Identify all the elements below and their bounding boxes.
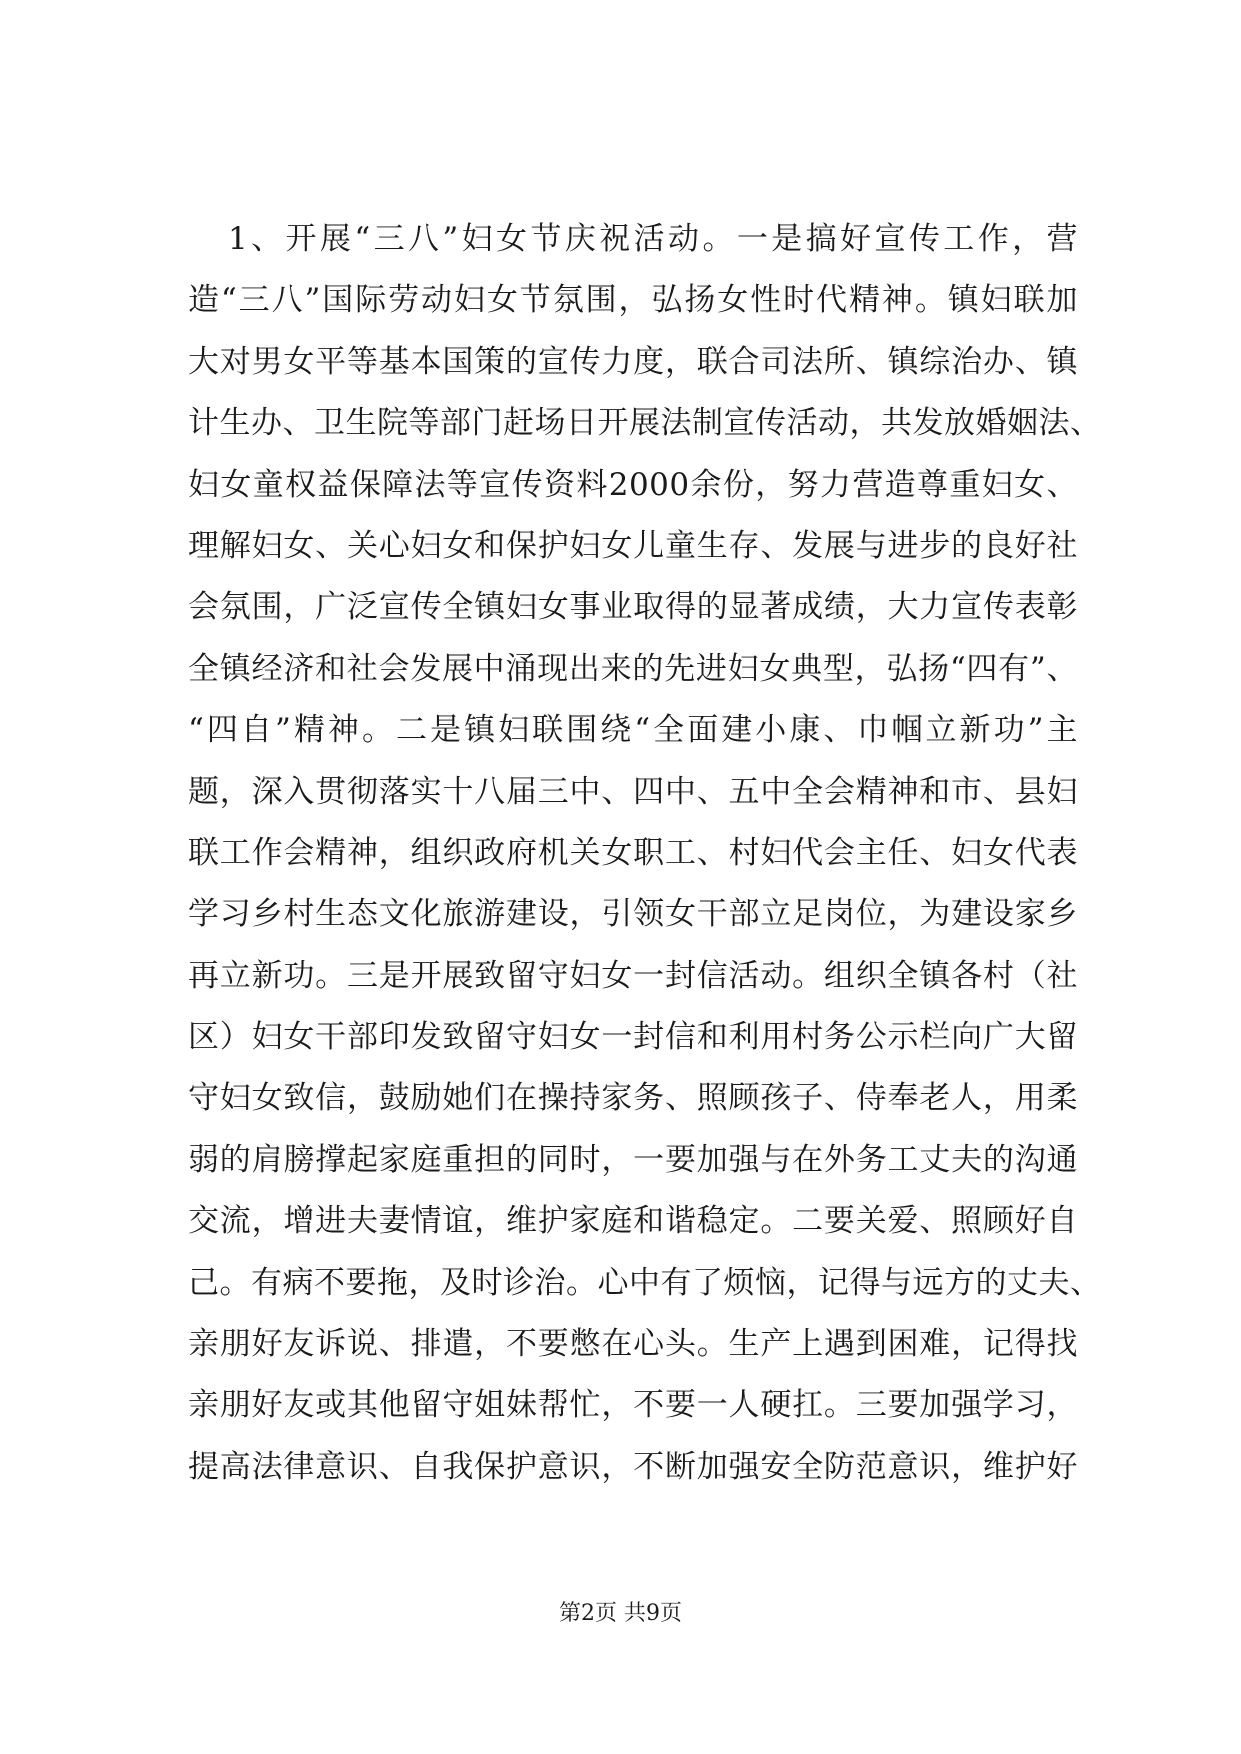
text-line: 再立新功。三是开展致留守妇女一封信活动。组织全镇各村（社 — [188, 957, 1078, 994]
text-line: 妇女童权益保障法等宣传资料2000余份，努力营造尊重妇女、 — [188, 466, 1078, 503]
text-line: 全镇经济和社会发展中涌现出来的先进妇女典型，弘扬“四有”、 — [188, 650, 1078, 687]
text-line: 弱的肩膀撑起家庭重担的同时，一要加强与在外务工丈夫的沟通 — [188, 1141, 1078, 1178]
text-line: 题，深入贯彻落实十八届三中、四中、五中全会精神和市、县妇 — [188, 773, 1078, 810]
text-line: 交流，增进夫妻情谊，维护家庭和谐稳定。二要关爱、照顾好自 — [188, 1203, 1078, 1240]
text-line: 提高法律意识、自我保护意识，不断加强安全防范意识，维护好 — [188, 1448, 1078, 1485]
text-line: 1、开展“三八”妇女节庆祝活动。一是搞好宣传工作，营 — [228, 221, 1078, 257]
text-line: 联工作会精神，组织政府机关女职工、村妇代会主任、妇女代表 — [188, 834, 1078, 871]
text-line: 会氛围，广泛宣传全镇妇女事业取得的显著成绩，大力宣传表彰 — [188, 589, 1078, 626]
text-line: 己。有病不要拖，及时诊治。心中有了烦恼，记得与远方的丈夫、 — [188, 1264, 1102, 1301]
text-line: 计生办、卫生院等部门赶场日开展法制宣传活动，共发放婚姻法、 — [188, 405, 1102, 442]
text-line: 理解妇女、关心妇女和保护妇女儿童生存、发展与进步的良好社 — [188, 527, 1078, 564]
text-line: “四自”精神。二是镇妇联围绕“全面建小康、巾帼立新功”主 — [188, 712, 1078, 749]
text-line: 大对男女平等基本国策的宣传力度，联合司法所、镇综治办、镇 — [188, 343, 1078, 380]
text-line: 亲朋好友诉说、排遣，不要憋在心头。生产上遇到困难，记得找 — [188, 1326, 1078, 1363]
text-line: 守妇女致信，鼓励她们在操持家务、照顾孩子、侍奉老人，用柔 — [188, 1080, 1078, 1117]
body-paragraph — [188, 209, 1102, 1498]
text-line: 造“三八”国际劳动妇女节氛围，弘扬女性时代精神。镇妇联加 — [188, 282, 1078, 319]
text-line: 区）妇女干部印发致留守妇女一封信和利用村务公示栏向广大留 — [188, 1019, 1078, 1056]
text-line: 亲朋好友或其他留守姐妹帮忙，不要一人硬扛。三要加强学习， — [188, 1387, 1078, 1424]
text-line: 学习乡村生态文化旅游建设，引领女干部立足岗位，为建设家乡 — [188, 896, 1078, 933]
page-number-footer: 第2页 共9页 — [559, 1601, 682, 1626]
